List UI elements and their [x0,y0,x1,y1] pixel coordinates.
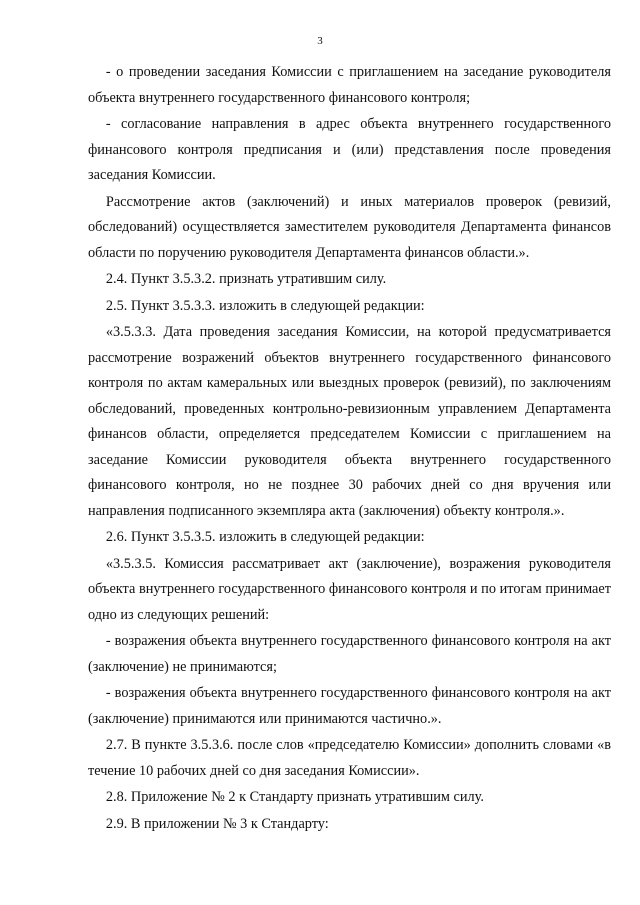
page-number: 3 [317,35,323,47]
paragraph-item-2-5: 2.5. Пункт 3.5.3.3. изложить в следующей редакции: [105,297,425,314]
paragraph-bullet-not-accepted: - возражения объекта внутреннего государственного финансового контроля на акт (заключение) не принимаются; [88,633,611,675]
paragraph-item-2-8: 2.8. Приложение № 2 к Стандарту признать утратившим силу. [105,789,484,805]
paragraph-bullet-agreement: - согласование направления в адрес объекта внутреннего государственного финансового контроля предписания и (или) представления после проведения заседания Комиссии. [88,116,611,183]
paragraph-item-2-9: 2.9. В приложении № 3 к Стандарту: [105,815,329,832]
paragraph-item-2-7: 2.7. В пункте 3.5.3.6. после слов «председателю Комиссии» дополнить словами «в течение 10 рабочих дней со дня заседания Комиссии». [88,737,611,779]
document-body [88,60,611,838]
paragraph-bullet-accepted: - возражения объекта внутреннего государственного финансового контроля на акт (заключение) принимаются или принимаются частично.». [88,685,611,727]
paragraph-item-2-4: 2.4. Пункт 3.5.3.2. признать утратившим силу. [105,271,387,287]
paragraph-bullet-meeting: - о проведении заседания Комиссии с приглашением на заседание руководителя объекта внутреннего государственного финансового контроля; [88,64,611,106]
paragraph-review-acts: Рассмотрение актов (заключений) и иных материалов проверок (ревизий, обследований) осуществляется заместителем руководителя Департамента финансов области по поручению руководителя Департамента финансов области.». [88,193,611,261]
paragraph-item-2-6: 2.6. Пункт 3.5.3.5. изложить в следующей редакции: [105,529,425,545]
paragraph-clause-3-5-3-3: «3.5.3.3. Дата проведения заседания Комиссии, на которой предусматривается рассмотрение возражений объектов внутреннего государственного финансового контроля по актам камеральных или выездных проверок (ревизий), по заключениям обследований, проведенных контрольно-ревизионным управлением Департамента финансов области, определяется председателем Комиссии с приглашением на заседание Комиссии руководителя объекта внутреннего государственного финансового контроля, но не позднее 30 рабочих дней со дня вручения или направления подписанного экземпляра акта (заключения) объекту контроля.». [88,324,611,519]
paragraph-clause-3-5-3-5: «3.5.3.5. Комиссия рассматривает акт (заключение), возражения руководителя объекта внутреннего государственного финансового контроля и по итогам принимает одно из следующих решений: [88,555,611,623]
